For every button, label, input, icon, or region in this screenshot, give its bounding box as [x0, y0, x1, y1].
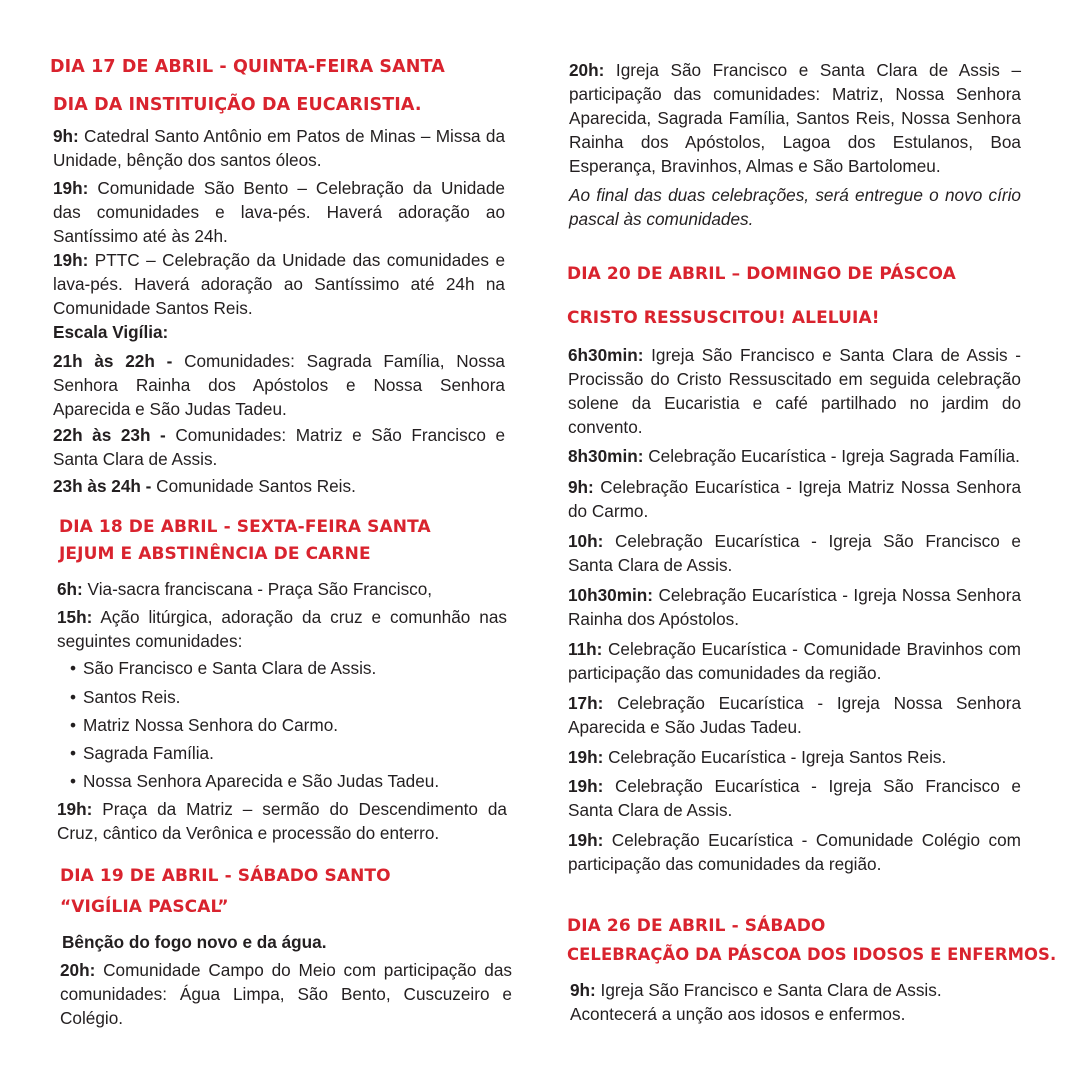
- day20-item-1: [568, 343, 1021, 439]
- item-text: Igreja São Francisco e Santa Clara de Assis.: [595, 980, 942, 1000]
- list-item: • Sagrada Família.: [70, 743, 214, 763]
- vigil-item-2: [53, 423, 505, 471]
- item-text: Celebração Eucarística - Comunidade Bravinhos com participação das comunidades da região.: [568, 639, 1021, 683]
- time-label: 6h30min:: [568, 345, 644, 365]
- day18-item-1: [57, 577, 507, 601]
- time-label: 23h às 24h -: [53, 476, 152, 496]
- time-label: 19h:: [53, 250, 89, 270]
- day20-subtitle: CRISTO RESSUSCITOU! ALELUIA!: [567, 308, 880, 328]
- time-label: 17h:: [568, 693, 604, 713]
- item-text: Comunidades: Sagrada Família, Nossa Senhora Rainha dos Apóstolos e Nossa Senhora Aparecida e São Judas Tadeu.: [53, 351, 505, 419]
- time-label: 20h:: [60, 960, 96, 980]
- day18-title: DIA 18 DE ABRIL - SEXTA-FEIRA SANTA: [59, 517, 431, 537]
- day20-item-4: [568, 529, 1021, 577]
- item-text: Celebração Eucarística - Igreja Sagrada Família.: [643, 446, 1020, 466]
- time-label: 20h:: [569, 60, 605, 80]
- day20-item-10: [568, 828, 1021, 876]
- vigil-item-1: [53, 349, 505, 421]
- item-text: Celebração Eucarística - Comunidade Colégio com participação das comunidades da região.: [568, 830, 1021, 874]
- item-text: Comunidades: Matriz e São Francisco e Santa Clara de Assis.: [53, 425, 505, 469]
- day19-subtitle: “VIGÍLIA PASCAL”: [60, 897, 229, 917]
- day17-title: DIA 17 DE ABRIL - QUINTA-FEIRA SANTA: [50, 57, 445, 77]
- time-label: 19h:: [568, 776, 604, 796]
- time-label: 19h:: [53, 178, 89, 198]
- day20-item-6: [568, 637, 1021, 685]
- list-item: • Nossa Senhora Aparecida e São Judas Tadeu.: [70, 771, 440, 791]
- time-label: 19h:: [568, 830, 604, 850]
- item-text: Celebração Eucarística - Igreja São Francisco e Santa Clara de Assis.: [568, 531, 1021, 575]
- day17-item-3: [53, 248, 505, 320]
- item-text: Catedral Santo Antônio em Patos de Minas – Missa da Unidade, bênção dos santos óleos.: [53, 126, 505, 170]
- day18-item-2: [57, 605, 507, 653]
- day19-title: DIA 19 DE ABRIL - SÁBADO SANTO: [60, 866, 391, 886]
- time-label: 21h às 22h -: [53, 351, 173, 371]
- time-label: 10h30min:: [568, 585, 654, 605]
- item-text: Celebração Eucarística - Igreja Santos Reis.: [603, 747, 947, 767]
- day20-item-2: [568, 444, 1021, 468]
- time-label: 9h:: [568, 477, 594, 497]
- item-text: Via-sacra franciscana - Praça São Francisco,: [82, 579, 433, 599]
- day20-item-7: [568, 691, 1021, 739]
- item-text: Celebração Eucarística - Igreja São Francisco e Santa Clara de Assis.: [568, 776, 1021, 820]
- item-text: PTTC – Celebração da Unidade das comunidades e lava-pés. Haverá adoração ao Santíssimo até 24h na Comunidade Santos Reis.: [53, 250, 505, 318]
- day19-note: Ao final das duas celebrações, será entregue o novo círio pascal às comunidades.: [569, 185, 1021, 229]
- item-text: Igreja São Francisco e Santa Clara de Assis – participação das comunidades: Matriz, Nossa Senhora Aparecida, Sagrada Família, Santos Reis, Nossa Senhora Rainha dos Apóstolos, Lagoa dos Estulanos, Boa Esperança, Bravinhos, Almas e São Bartolomeu.: [569, 60, 1021, 176]
- item-text: Celebração Eucarística - Igreja Nossa Senhora Rainha dos Apóstolos.: [568, 585, 1021, 629]
- day17-subtitle: DIA DA INSTITUIÇÃO DA EUCARISTIA.: [53, 95, 422, 115]
- day20-item-3: [568, 475, 1021, 523]
- blessing-label: Bênção do fogo novo e da água.: [62, 932, 327, 952]
- day18-item-3: [57, 797, 507, 845]
- item-text: Comunidade Campo do Meio com participação das comunidades: Água Limpa, São Bento, Cuscuzeiro e Colégio.: [60, 960, 512, 1028]
- list-item: • Santos Reis.: [70, 687, 181, 707]
- item-text: Comunidade Santos Reis.: [151, 476, 356, 496]
- time-label: 9h:: [53, 126, 79, 146]
- time-label: 19h:: [568, 747, 604, 767]
- time-label: 15h:: [57, 607, 93, 627]
- day17-item-2: [53, 176, 505, 248]
- list-item: • Matriz Nossa Senhora do Carmo.: [70, 715, 339, 735]
- day20-title: DIA 20 DE ABRIL – DOMINGO DE PÁSCOA: [567, 264, 956, 284]
- day26-line2: Acontecerá a unção aos idosos e enfermos.: [570, 1004, 906, 1024]
- item-text: Ação litúrgica, adoração da cruz e comunhão nas seguintes comunidades:: [57, 607, 507, 651]
- list-item: • São Francisco e Santa Clara de Assis.: [70, 658, 377, 678]
- day26-item: [570, 978, 1020, 1002]
- day19-item-2: [569, 58, 1021, 178]
- day19-item-1: [60, 958, 512, 1030]
- time-label: 19h:: [57, 799, 93, 819]
- day20-item-9: [568, 774, 1021, 822]
- item-text: Celebração Eucarística - Igreja Matriz Nossa Senhora do Carmo.: [568, 477, 1021, 521]
- time-label: 8h30min:: [568, 446, 644, 466]
- item-text: Comunidade São Bento – Celebração da Unidade das comunidades e lava-pés. Haverá adoração ao Santíssimo até às 24h.: [53, 178, 505, 246]
- vigil-item-3: [53, 474, 505, 498]
- day17-item-1: [53, 124, 505, 172]
- time-label: 9h:: [570, 980, 596, 1000]
- day26-subtitle: CELEBRAÇÃO DA PÁSCOA DOS IDOSOS E ENFERMOS.: [567, 945, 1057, 964]
- day18-subtitle: JEJUM E ABSTINÊNCIA DE CARNE: [59, 544, 371, 564]
- item-text: Igreja São Francisco e Santa Clara de Assis - Procissão do Cristo Ressuscitado em seguida celebração solene da Eucaristia e café partilhado no jardim do convento.: [568, 345, 1021, 437]
- time-label: 10h:: [568, 531, 604, 551]
- time-label: 11h:: [568, 639, 603, 659]
- item-text: Praça da Matriz – sermão do Descendimento da Cruz, cântico da Verônica e processão do enterro.: [57, 799, 507, 843]
- day20-item-5: [568, 583, 1021, 631]
- day26-title: DIA 26 DE ABRIL - SÁBADO: [567, 916, 826, 936]
- day20-item-8: [568, 745, 1021, 769]
- time-label: 22h às 23h -: [53, 425, 166, 445]
- vigil-label: Escala Vigília:: [53, 322, 169, 342]
- item-text: Celebração Eucarística - Igreja Nossa Senhora Aparecida e São Judas Tadeu.: [568, 693, 1021, 737]
- time-label: 6h:: [57, 579, 83, 599]
